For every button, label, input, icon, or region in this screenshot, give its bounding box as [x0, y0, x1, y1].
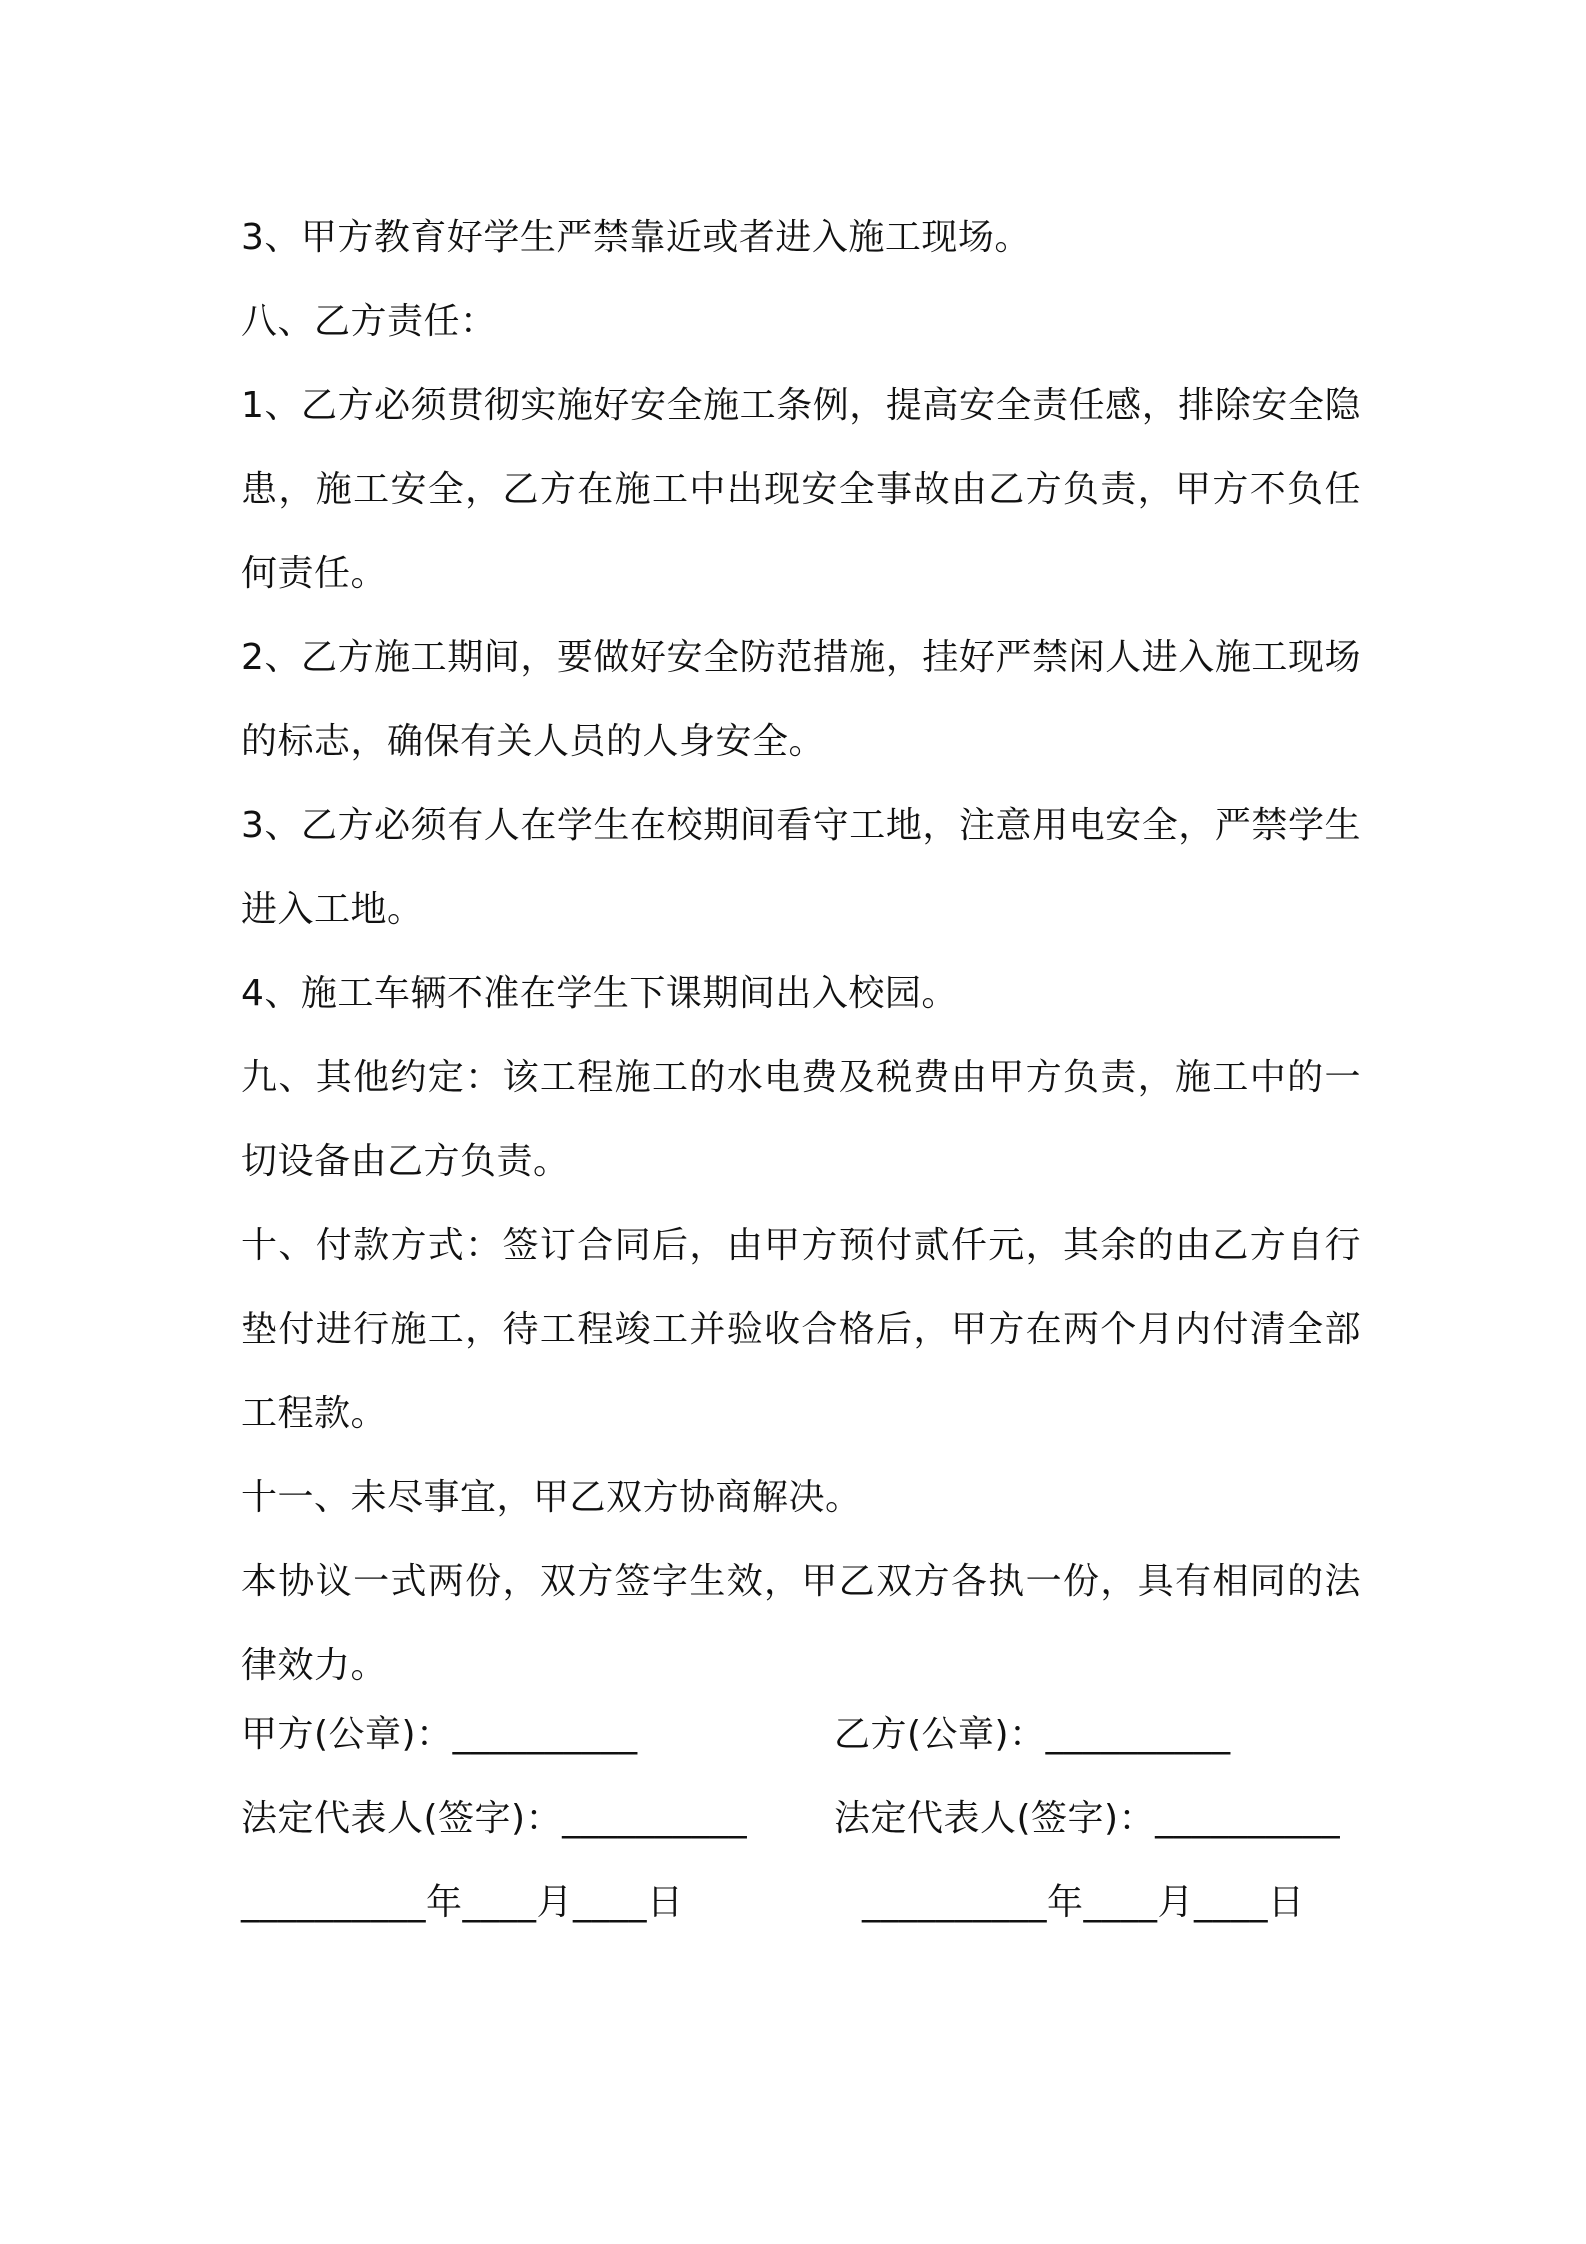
contract-body: [241, 196, 1361, 1708]
clause-jia-3: 3、甲方教育好学生严禁靠近或者进入施工现场。: [241, 217, 1031, 258]
party-a-seal-field: 甲方(公章)：__________: [241, 1714, 638, 1755]
clause-yi-4: 4、施工车辆不准在学生下课期间出入校园。: [241, 973, 958, 1014]
section-heading-yi-responsibility: 八、乙方责任：: [241, 301, 497, 342]
section-payment-method: 十、付款方式：签订合同后，由甲方预付贰仟元，其余的由乙方自行垫付进行施工，待工程竣工并验收合格后，甲方在两个月内付清全部工程款。: [241, 1225, 1361, 1434]
clause-yi-1: 1、乙方必须贯彻实施好安全施工条例，提高安全责任感，排除安全隐患，施工安全，乙方在施工中出现安全事故由乙方负责，甲方不负任何责任。: [241, 385, 1361, 594]
section-other-agreements: 九、其他约定：该工程施工的水电费及税费由甲方负责，施工中的一切设备由乙方负责。: [241, 1057, 1361, 1182]
party-a-representative-field: 法定代表人(签字)：__________: [241, 1798, 748, 1839]
clause-yi-2: 2、乙方施工期间，要做好安全防范措施，挂好严禁闲人进入施工现场的标志，确保有关人员的人身安全。: [241, 637, 1361, 762]
party-b-date-field: __________年____月____日: [862, 1882, 1305, 1923]
section-unresolved-matters: 十一、未尽事宜，甲乙双方协商解决。: [241, 1477, 862, 1518]
party-b-representative-field: 法定代表人(签字)：__________: [834, 1798, 1341, 1839]
clause-yi-3: 3、乙方必须有人在学生在校期间看守工地，注意用电安全，严禁学生进入工地。: [241, 805, 1361, 930]
agreement-copies-clause: 本协议一式两份，双方签字生效，甲乙双方各执一份，具有相同的法律效力。: [241, 1561, 1361, 1686]
party-a-date-field: __________年____月____日: [241, 1882, 684, 1923]
party-b-seal-field: 乙方(公章)：__________: [834, 1714, 1231, 1755]
